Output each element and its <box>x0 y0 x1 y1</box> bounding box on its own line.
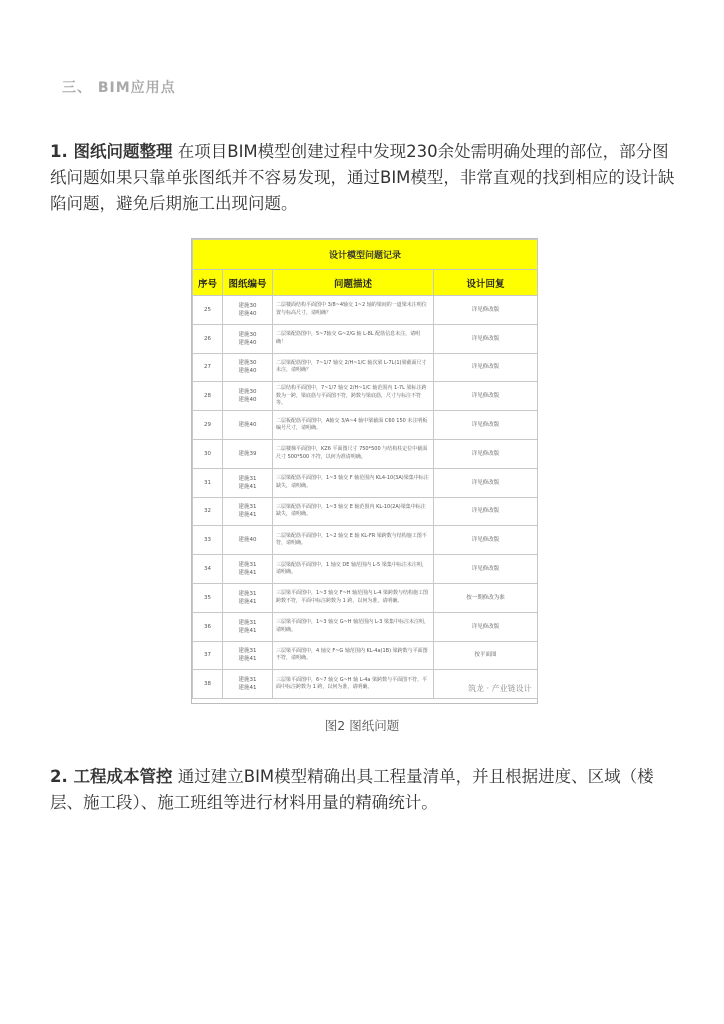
design-reply: 详见修改版 <box>434 324 538 353</box>
table-row <box>193 439 538 468</box>
table-header-cell: 问题描述 <box>273 270 434 296</box>
paragraph-cost-control <box>50 764 680 816</box>
issue-description: 三层梁配筋平面图中，1~3 轴交 E 轴范围内 KL-10(2A)梁集中标注缺失，请明确。 <box>273 497 434 526</box>
table-row <box>193 468 538 497</box>
table-row <box>193 497 538 526</box>
design-issue-table <box>191 238 538 704</box>
drawing-number: 建施31 建施41 <box>223 583 273 612</box>
design-reply: 详见修改版 <box>434 612 538 641</box>
row-number: 32 <box>193 497 223 526</box>
row-number: 26 <box>193 324 223 353</box>
table-row <box>193 583 538 612</box>
paragraph-text: 在项目BIM模型创建过程中发现230余处需明确处理的部位，部分图纸问题如果只靠单张图纸并不容易发现，通过BIM模型，非常直观的找到相应的设计缺陷问题，避免后期施工出现问题。 <box>50 142 675 213</box>
design-reply: 详见修改版 <box>434 382 538 411</box>
design-reply: 按一期修改为准 <box>434 583 538 612</box>
drawing-number: 建施31 建施41 <box>223 555 273 584</box>
table-row <box>193 612 538 641</box>
row-number: 25 <box>193 296 223 325</box>
drawing-number: 建施30 建施40 <box>223 324 273 353</box>
row-number: 34 <box>193 555 223 584</box>
design-reply: 详见修改版 <box>434 555 538 584</box>
issue-description: 三层梁平面图中，4 轴交 F~G 轴范围内 KL-4a(1B) 梁跨数与平面图不符，请明确。 <box>273 641 434 670</box>
table-header-cell: 设计回复 <box>434 270 538 296</box>
issue-description: 二层梁配筋图中，5~7轴交 G~2/G 轴 L-8L 配筋信息未注，请明确！ <box>273 324 434 353</box>
issue-description: 三层梁平面图中，1~3 轴交 F~H 轴范围内 L-4 梁跨数与结构施工图跨数不符，平面中标注跨数为 1 跨，以何为准，请明确。 <box>273 583 434 612</box>
design-reply: 详见修改版 <box>434 411 538 440</box>
drawing-number: 建施31 建施41 <box>223 468 273 497</box>
paragraph-lead: 2. 工程成本管控 <box>50 767 173 786</box>
figure-caption: 图2 图纸问题 <box>324 718 400 733</box>
design-reply: 按平面图 <box>434 641 538 670</box>
drawing-number: 建施31 建施41 <box>223 641 273 670</box>
table-row <box>193 526 538 555</box>
row-number: 35 <box>193 583 223 612</box>
design-reply: 详见修改版 <box>434 353 538 382</box>
issue-description: 三层梁配筋平面图中，1 轴交 DE 轴范围内 L-5 梁集中标注未注明，请明确。 <box>273 555 434 584</box>
table-title: 设计模型问题记录 <box>193 240 538 270</box>
drawing-number: 建施40 <box>223 526 273 555</box>
design-reply: 详见修改版 <box>434 468 538 497</box>
row-number: 27 <box>193 353 223 382</box>
paragraph-text: 通过建立BIM模型精确出具工程量清单，并且根据进度、区域（楼层、施工段）、施工班组等进行材料用量的精确统计。 <box>50 767 654 812</box>
paragraph-drawing-issues <box>50 139 680 217</box>
row-number: 33 <box>193 526 223 555</box>
row-number: 28 <box>193 382 223 411</box>
paragraph-lead: 1. 图纸问题整理 <box>50 142 173 161</box>
table-row <box>193 296 538 325</box>
design-reply: 详见修改版 <box>434 439 538 468</box>
table-header-cell: 图纸编号 <box>223 270 273 296</box>
issue-description: 三层梁配筋平面图中，1~3 轴交 F 轴范围内 KL4-10(3A)梁集中标注缺失，请明确。 <box>273 468 434 497</box>
row-number: 30 <box>193 439 223 468</box>
issue-description: 三层梁平面图中，6~7 轴交 G~H 轴 L-4a 梁跨数与平面图不符，平面中标注跨数为 1 跨，以何为准，请明确。 <box>273 670 434 699</box>
design-reply: 详见修改版 <box>434 497 538 526</box>
table-row <box>193 641 538 670</box>
drawing-number: 建施30 建施40 <box>223 296 273 325</box>
drawing-number: 建施39 <box>223 439 273 468</box>
row-number: 36 <box>193 612 223 641</box>
table-row <box>193 411 538 440</box>
table-row <box>193 324 538 353</box>
design-reply: 详见修改版 <box>434 526 538 555</box>
issue-description: 二层梁配筋图中，7~1/7 轴交 2/H~1/C 轴次梁 L-7L(1)梁截面尺寸未注，请明确？ <box>273 353 434 382</box>
row-number: 37 <box>193 641 223 670</box>
drawing-number: 建施31 建施41 <box>223 670 273 699</box>
section-heading: 三、 BIM应用点 <box>62 80 176 96</box>
drawing-number: 建施30 建施40 <box>223 382 273 411</box>
row-number: 31 <box>193 468 223 497</box>
issue-description: 二层梁配筋平面图中，1~2 轴交 E 轴 KL-FR 梁跨数与结构施工图不符，请明确。 <box>273 526 434 555</box>
issue-description: 二层楼梯平面图中，KZ6 平面图尺寸 750*500 与结构柱定位中截面尺寸 500*500 不符，以何为准请明确。 <box>273 439 434 468</box>
table-row <box>193 353 538 382</box>
row-number: 29 <box>193 411 223 440</box>
table-header-cell: 序号 <box>193 270 223 296</box>
table-row <box>193 555 538 584</box>
design-reply: 详见修改版 <box>434 296 538 325</box>
issue-description: 二层楼面结构平面图中 3/8~4轴交 1~2 轴的梁间的一道梁未注明位置与标高尺寸，请明确？ <box>273 296 434 325</box>
issue-description: 三层梁平面图中，1~3 轴交 G~H 轴范围内 L-3 梁集中标注未注明，请明确。 <box>273 612 434 641</box>
watermark: 筑龙 · 产业链设计 <box>468 684 532 693</box>
table-row <box>193 382 538 411</box>
drawing-number: 建施40 <box>223 411 273 440</box>
row-number: 38 <box>193 670 223 699</box>
issue-description: 二层结构平面图中，7~1/7 轴交 2/H~1/C 轴范围内 1-7L 梁标注跨数为一跨，梁底筋与平面图不符，跨数与梁底筋，尺寸与标注不符等。 <box>273 382 434 411</box>
drawing-number: 建施30 建施40 <box>223 353 273 382</box>
drawing-number: 建施31 建施41 <box>223 612 273 641</box>
drawing-number: 建施31 建施41 <box>223 497 273 526</box>
issue-description: 二层板配筋平面图中，A轴交 3/A~4 轴中梁截面 C60 150 未注明板编号尺寸，请明确。 <box>273 411 434 440</box>
